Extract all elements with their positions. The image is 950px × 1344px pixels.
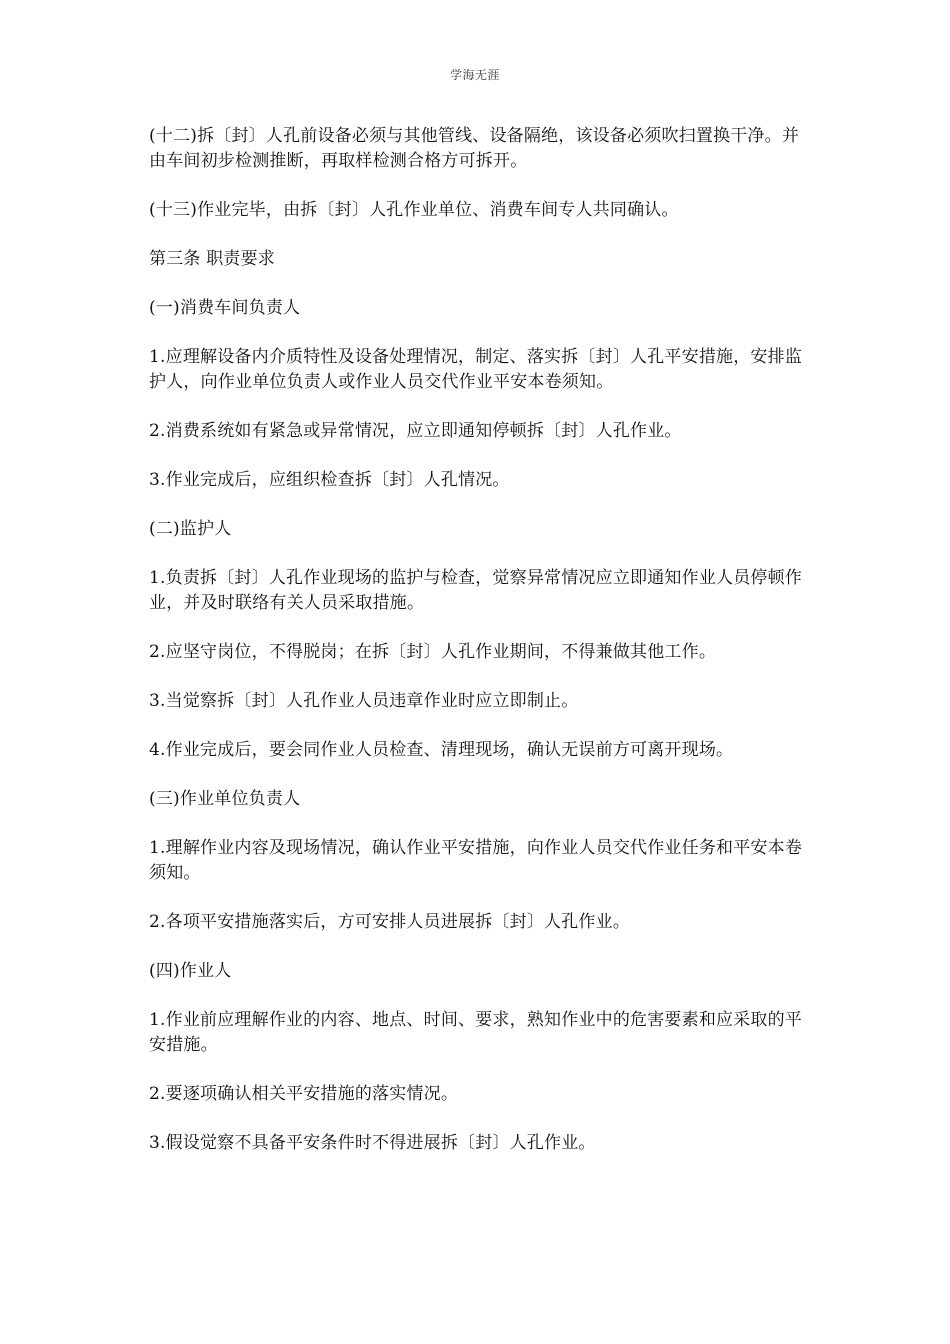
page-header: 学海无涯 [449,68,500,82]
paragraph: 3.当觉察拆〔封〕人孔作业人员违章作业时应立即制止。 [149,691,579,711]
paragraph: 4.作业完成后，要会同作业人员检查、清理现场，确认无误前方可离开现场。 [149,740,734,760]
subsection-heading: (一)消费车间负责人 [149,298,301,318]
paragraph: (十三)作业完毕，由拆〔封〕人孔作业单位、消费车间专人共同确认。 [149,200,679,220]
paragraph: 3.作业完成后，应组织检查拆〔封〕人孔情况。 [149,470,510,490]
paragraph: 2.应坚守岗位，不得脱岗；在拆〔封〕人孔作业期间，不得兼做其他工作。 [149,642,717,662]
paragraph: 1.作业前应理解作业的内容、地点、时间、要求，熟知作业中的危害要素和应采取的平安措施。 [149,1010,803,1055]
subsection-heading: (三)作业单位负责人 [149,789,301,809]
paragraph: 2.消费系统如有紧急或异常情况，应立即通知停顿拆〔封〕人孔作业。 [149,421,682,441]
paragraph: 3.假设觉察不具备平安条件时不得进展拆〔封〕人孔作业。 [149,1133,596,1153]
document-body [149,124,803,1180]
section-heading: 第三条 职责要求 [149,249,276,269]
paragraph: 2.要逐项确认相关平安措施的落实情况。 [149,1084,459,1104]
paragraph: 1.负责拆〔封〕人孔作业现场的监护与检查，觉察异常情况应立即通知作业人员停顿作业，并及时联络有关人员采取措施。 [149,568,803,613]
subsection-heading: (二)监护人 [149,519,232,539]
subsection-heading: (四)作业人 [149,961,232,981]
paragraph: 1.理解作业内容及现场情况，确认作业平安措施，向作业人员交代作业任务和平安本卷须知。 [149,838,803,883]
paragraph: 1.应理解设备内介质特性及设备处理情况，制定、落实拆〔封〕人孔平安措施，安排监护人，向作业单位负责人或作业人员交代作业平安本卷须知。 [149,347,803,392]
paragraph: 2.各项平安措施落实后，方可安排人员进展拆〔封〕人孔作业。 [149,912,631,932]
paragraph: (十二)拆〔封〕人孔前设备必须与其他管线、设备隔绝，该设备必须吹扫置换干净。并由车间初步检测推断，再取样检测合格方可拆开。 [149,126,800,171]
